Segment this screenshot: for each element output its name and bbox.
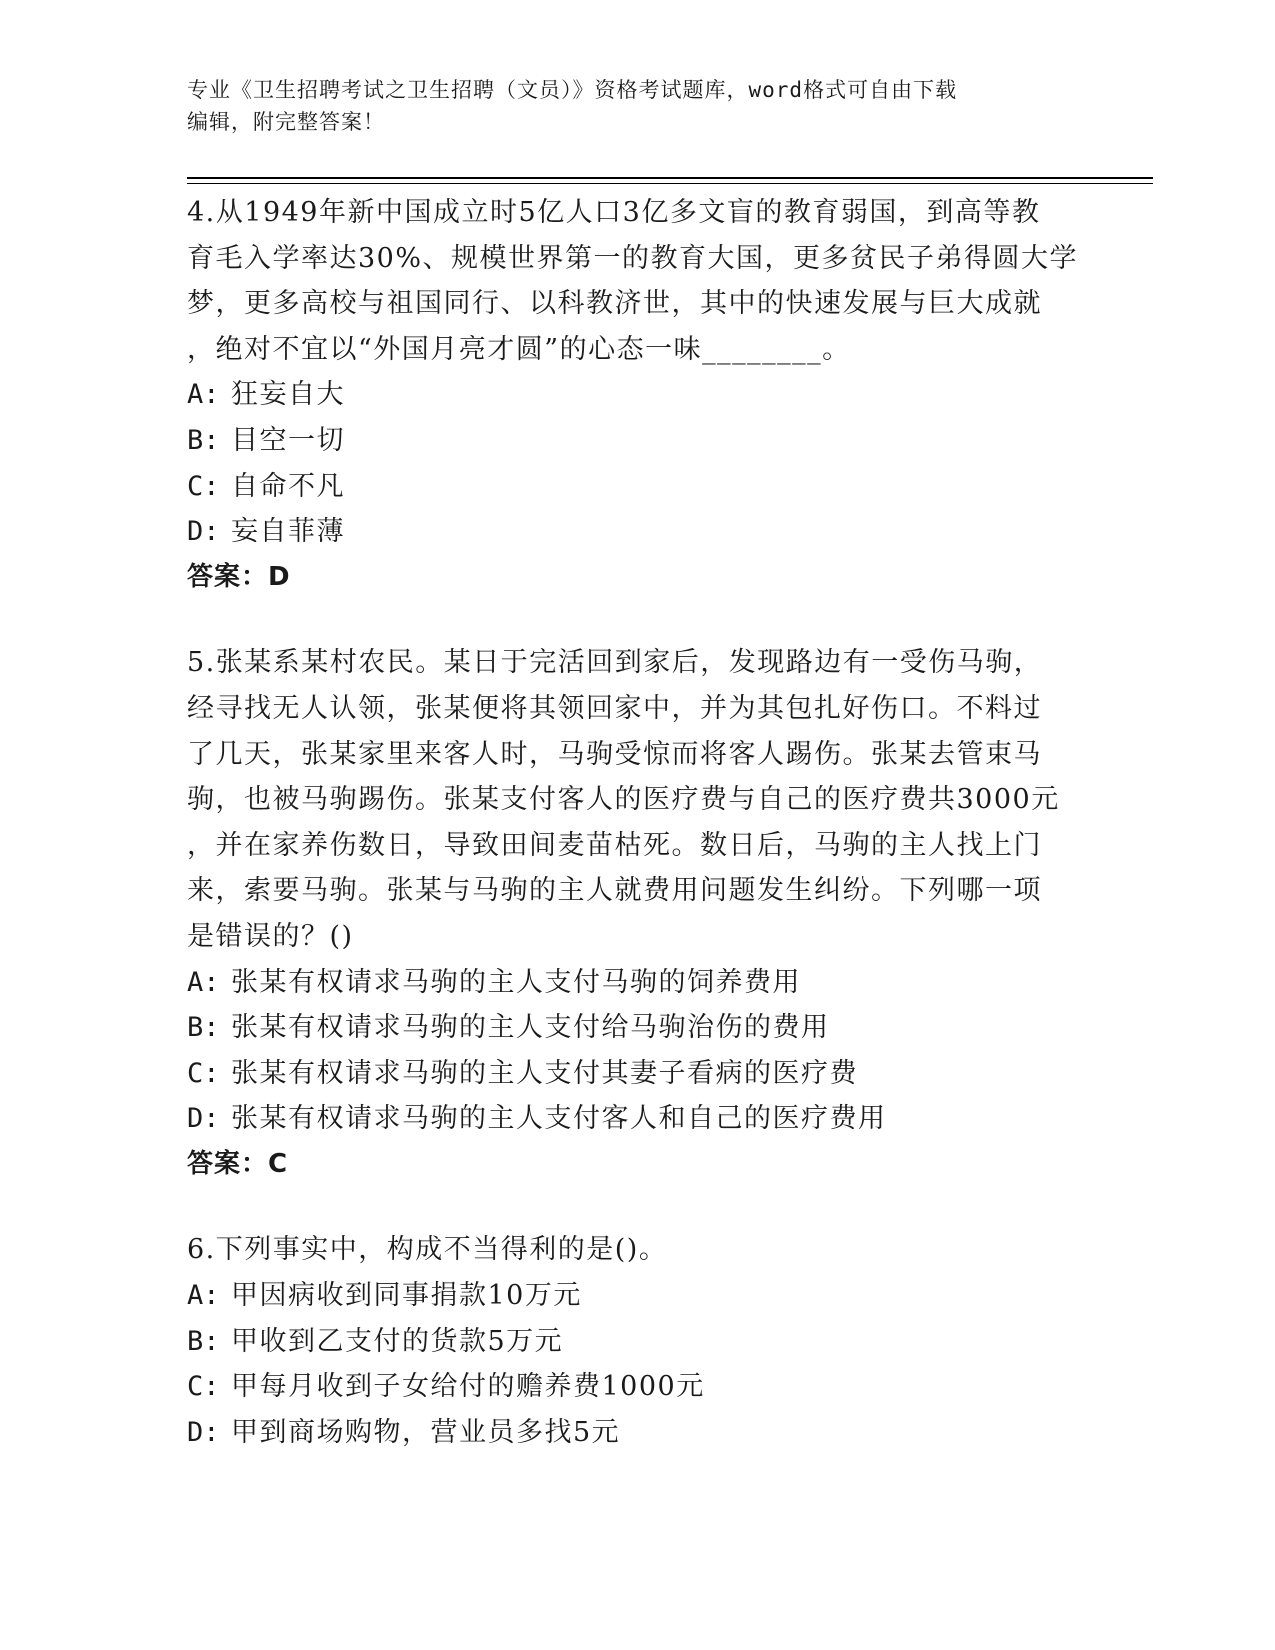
option-a [187,960,1087,1006]
header-line: 编辑，附完整答案！ [187,110,385,134]
question-text: 4.从1949年新中国成立时5亿人口3亿多文盲的教育弱国，到高等教 [187,197,1041,228]
header-divider [187,177,1153,179]
option-letter: C: [187,1371,220,1403]
option-text: 目空一切 [231,424,345,456]
option-b [187,1005,1087,1051]
option-letter: C: [187,1057,220,1089]
option-d [187,509,1087,555]
answer-line: 答案：D [187,561,291,592]
option-c [187,1364,1087,1410]
question-5 [187,640,1087,1187]
option-c [187,1051,1087,1097]
option-d [187,1410,1087,1456]
question-text: 了几天，张某家里来客人时，马驹受惊而将客人踢伤。张某去管束马 [187,738,1042,770]
question-text: 5.张某系某村农民。某日于完活回到家后，发现路边有一受伤马驹， [187,647,1043,679]
option-letter: D: [187,1416,220,1448]
option-text: 张某有权请求马驹的主人支付给马驹治伤的费用 [231,1012,830,1044]
question-text: 6.下列事实中，构成不当得利的是()。 [187,1234,668,1266]
option-text: 甲每月收到子女给付的赡养费1000元 [231,1371,705,1403]
option-letter: A: [187,966,220,998]
header-line: 专业《卫生招聘考试之卫生招聘（文员）》资格考试题库，word格式可自由下载 [187,78,958,102]
question-6 [187,1227,1087,1455]
option-text: 甲收到乙支付的货款5万元 [231,1325,564,1357]
question-text: ，并在家养伤数日，导致田间麦苗枯死。数日后，马驹的主人找上门 [187,829,1042,861]
option-c [187,464,1087,510]
option-text: 甲到商场购物，营业员多找5元 [231,1416,621,1448]
question-text: 育毛入学率达30%、规模世界第一的教育大国，更多贫民子弟得圆大学 [187,242,1079,274]
option-b [187,418,1087,464]
question-text: 来，索要马驹。张某与马驹的主人就费用问题发生纠纷。下列哪一项 [187,875,1042,907]
question-text: ，绝对不宜以“外国月亮才圆”的心态一味________。 [187,333,851,365]
option-letter: C: [187,470,220,502]
question-text: 驹，也被马驹踢伤。张某支付客人的医疗费与自己的医疗费共3000元 [187,784,1060,816]
document-header [187,74,1067,138]
option-letter: D: [187,1103,220,1135]
option-text: 狂妄自大 [231,379,345,411]
option-text: 张某有权请求马驹的主人支付马驹的饲养费用 [231,966,801,998]
answer-line: 答案：C [187,1148,289,1179]
option-a [187,372,1087,418]
question-text: 经寻找无人认领，张某便将其领回家中，并为其包扎好伤口。不料过 [187,692,1042,724]
question-list [187,190,1087,1495]
option-text: 自命不凡 [231,470,345,502]
option-text: 甲因病收到同事捐款10万元 [231,1280,582,1312]
option-b [187,1319,1087,1365]
option-letter: A: [187,379,220,411]
option-text: 张某有权请求马驹的主人支付其妻子看病的医疗费 [231,1057,858,1089]
option-letter: B: [187,424,220,456]
option-letter: B: [187,1325,220,1357]
option-a [187,1273,1087,1319]
option-letter: B: [187,1012,220,1044]
question-4 [187,190,1087,600]
question-text: 是错误的？() [187,920,354,952]
option-text: 张某有权请求马驹的主人支付客人和自己的医疗费用 [231,1103,887,1135]
option-text: 妄自菲薄 [231,516,345,548]
option-letter: D: [187,516,220,548]
header-divider [187,183,1153,184]
option-letter: A: [187,1280,220,1312]
question-text: 梦，更多高校与祖国同行、以科教济世，其中的快速发展与巨大成就 [187,288,1042,320]
option-d [187,1096,1087,1142]
